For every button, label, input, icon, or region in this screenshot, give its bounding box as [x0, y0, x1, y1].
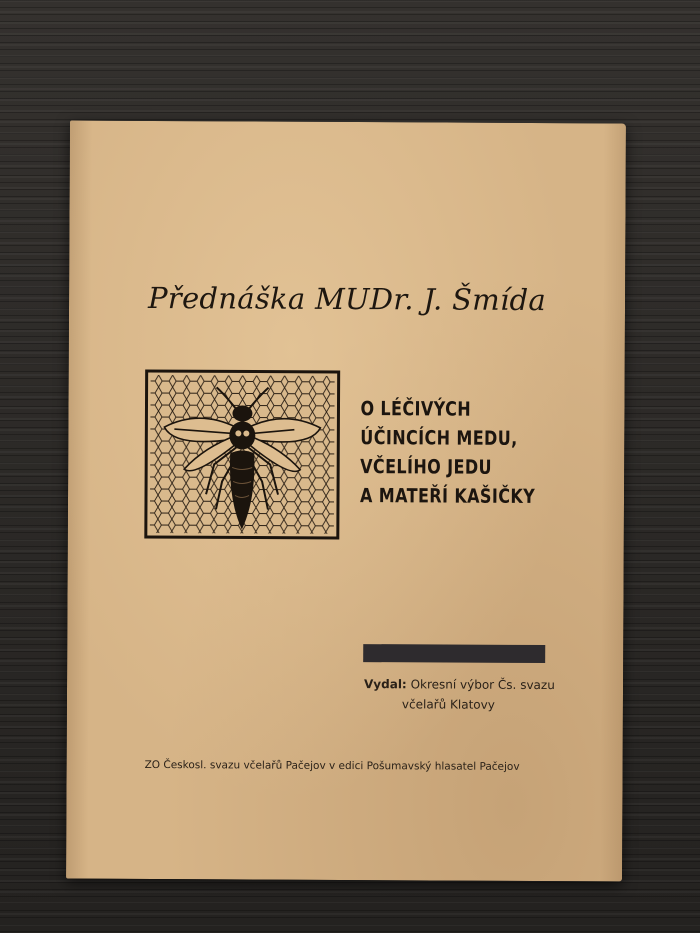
- cover-title: Přednáška MUDr. J. Šmída: [147, 280, 547, 318]
- cover-subtitle: [360, 394, 574, 511]
- publisher-line-1: Okresní výbor Čs. svazu: [410, 677, 555, 693]
- bee-on-honeycomb-icon: [144, 369, 341, 540]
- cover-footer: ZO Českosl. svazu včelařů Pačejov v edici Pošumavský hlasatel Pačejov: [144, 758, 520, 773]
- publisher-label: Vydal:: [364, 677, 407, 692]
- subtitle-line: ÚČINCÍCH MEDU,: [360, 426, 518, 450]
- subtitle-line: VČELÍHO JEDU: [360, 455, 493, 479]
- publisher-info: [364, 674, 604, 715]
- booklet-cover: [66, 121, 626, 882]
- publisher-line-2: včelařů Klatovy: [401, 697, 495, 712]
- decorative-bar: [363, 644, 545, 663]
- subtitle-line: O LÉČIVÝCH: [360, 397, 472, 421]
- subtitle-line: A MATEŘÍ KAŠIČKY: [359, 484, 536, 508]
